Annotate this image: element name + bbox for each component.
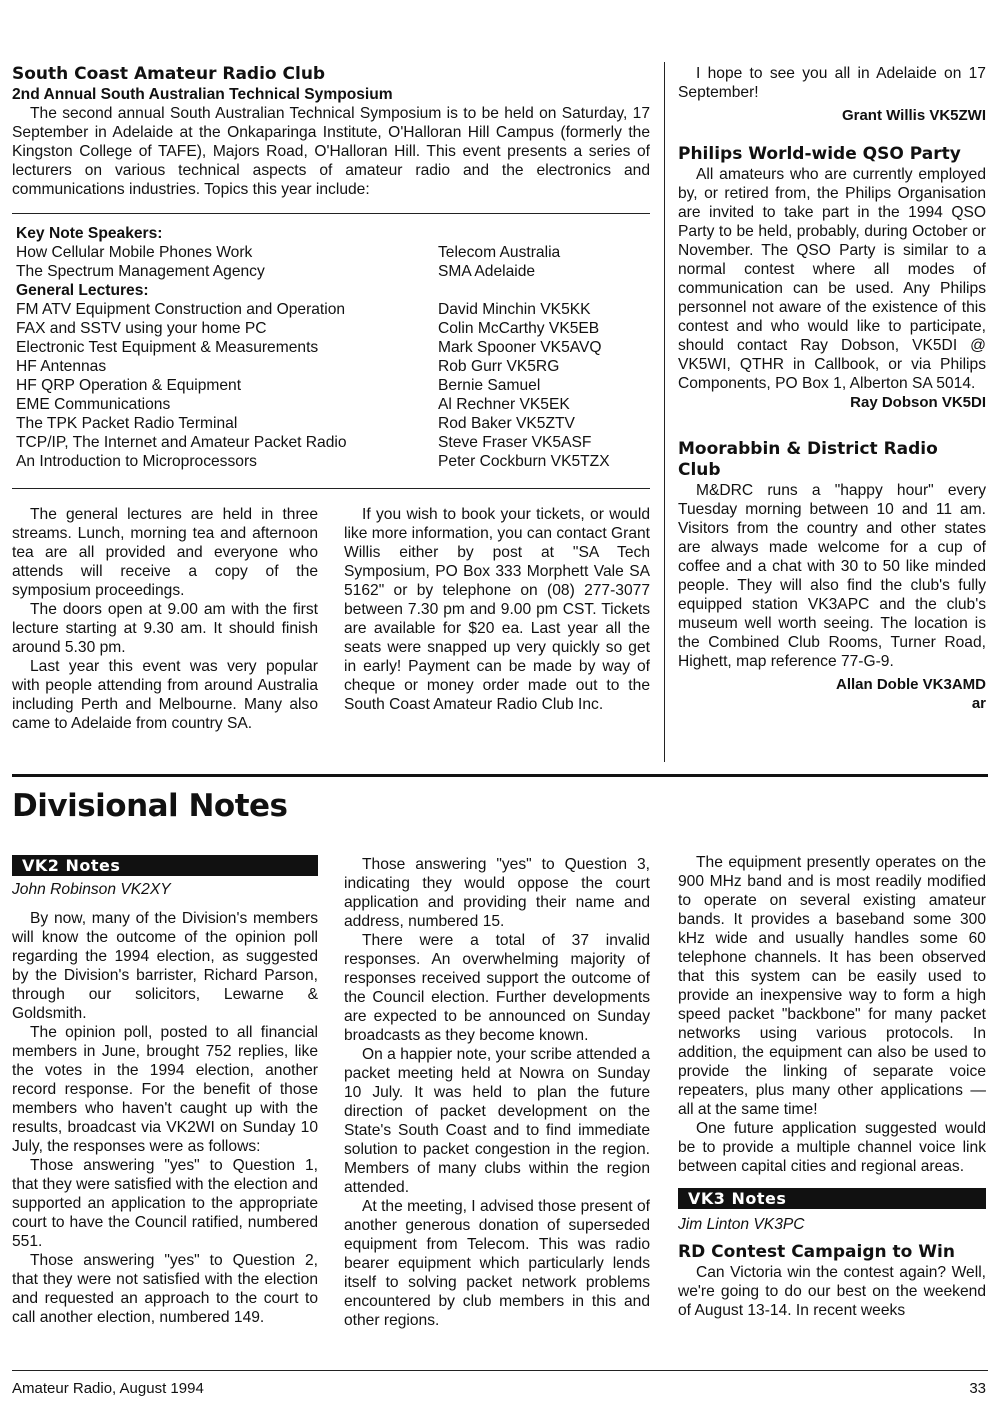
lecture-table [16,224,650,471]
table-row [16,357,650,376]
col1-para: Last year this event was very popular with people attending from around Australia including Perth and Melbourne. Many also came to Adelaide from country SA. [12,658,318,732]
author-byline: Jim Linton VK3PC [678,1216,805,1233]
lecture-speaker: Colin McCarthy VK5EB [438,320,600,337]
lecture-topic: EME Communications [16,396,171,413]
table-row [16,376,650,395]
lecture-topic: An Introduction to Microprocessors [16,453,257,470]
lecture-topic: FM ATV Equipment Construction and Operation [16,301,346,318]
table-row [16,262,650,281]
article-title: South Coast Amateur Radio Club [12,64,326,84]
lecture-topic: TCP/IP, The Internet and Amateur Packet Radio [16,434,347,451]
col1-para: The general lectures are held in three streams. Lunch, morning tea and afternoon tea are all provided and everyone who attends will receive a copy of the symposium proceedings. [12,506,318,599]
signature: Grant Willis VK5ZWI [841,107,986,124]
table-row [16,300,650,319]
rd-contest-title: RD Contest Campaign to Win [678,1242,955,1262]
club-article [12,64,650,199]
col1-para: The doors open at 9.00 am with the first lecture starting at 9.30 am. It should finish around 5.30 pm. [12,601,318,656]
lecture-topic: The TPK Packet Radio Terminal [16,415,238,432]
club-col-1 [12,505,318,733]
lecture-topic: FAX and SSTV using your home PC [16,320,267,337]
lecture-speaker: Rob Gurr VK5RG [438,358,560,375]
lecture-speaker: Telecom Australia [438,244,561,261]
section-rule [12,774,988,777]
vk2-para: The opinion poll, posted to all financial members in June, brought 752 replies, like the votes in the 1994 election, another record response. For the benefit of those members who haven't caught up with the results, broadcast via VK2WI on Sunday 10 July, the responses were as follows: [12,1024,318,1155]
article-intro: The second annual South Australian Technical Symposium is to be held on Saturday, 17 September in Adelaide at the Onkaparinga Institute, O'Halloran Hill Campus (formerly the Kingston College of TAFE), Majors Road, O'Halloran Hill. This event presents a series of lecturers on various technical aspects of amateur radio and the electronics and communications industries. Topics this year include: [12,105,650,198]
moorabbin-title: Moorabbin & District Radio Club [678,439,938,480]
table-bottom-rule [12,488,650,489]
vk2-para: The equipment presently operates on the 900 MHz band and is most readily modified to operate on several existing amateur bands. It provides a baseband some 300 kHz wide and usually handles some 60 telephone channels. It has been observed that this system can be easily used to provide an inexpensive way to form a high speed packet "backbone" for many packet networks using various protocols. In addition, the equipment can also be used to provide the linking of separate voice repeaters, plus many other applications — all at the same time! [678,854,986,1118]
right-column [678,64,986,713]
lecture-speaker: Steve Fraser VK5ASF [438,434,592,451]
vk2-para: On a happier note, your scribe attended a packet meeting held at Nowra on Sunday 10 July. It was held to plan the future direction of packet development on the State's South Coast and to find immediate solution to packet congestion in the region. Members of many clubs within the region attended. [344,1046,650,1196]
vk2-para: By now, many of the Division's members will know the outcome of the opinion poll regarding the 1994 election, as suggested by the Division's barrister, Richard Parson, through our solicitors, Lewarne & Goldsmith. [12,910,318,1022]
table-top-rule [12,213,650,214]
vk2-col-2 [344,855,650,1330]
philips-title: Philips World-wide QSO Party [678,144,961,164]
article-subtitle: 2nd Annual South Australian Technical Symposium [12,86,393,103]
lecture-speaker: Peter Cockburn VK5TZX [438,453,610,470]
vk2-para: Those answering "yes" to Question 2, that they were not satisfied with the election and requested an approach to the court to call another election, numbered 149. [12,1252,318,1326]
vk2-para: Those answering "yes" to Question 1, that they were satisfied with the election and supported an application to the appropriate court to have the Council ratified, numbered 551. [12,1157,318,1250]
table-row [16,414,650,433]
moorabbin-body: M&DRC runs a "happy hour" every Tuesday morning between 10 and 11 am. Visitors from the country and other states are always made welcome for a cup of coffee and a chat with 30 to 50 like minded people. They will also find the club's fully equipped station VK3APC and the club's museum well worth seeing. The location is the Combined Club Rooms, Turner Road, Highett, map reference 77-G-9. [678,482,986,670]
author-byline: John Robinson VK2XY [12,881,171,898]
publication-name: Amateur Radio, August 1994 [12,1380,204,1397]
lecture-speaker: Al Rechner VK5EK [438,396,570,413]
vk2-para: One future application suggested would be to provide a multiple channel voice link between capital cities and regional areas. [678,1120,986,1175]
vk2-para: Those answering "yes" to Question 3, indicating they would oppose the court application and providing their name and address, numbered 15. [344,856,650,930]
lecture-speaker: Rod Baker VK5ZTV [438,415,575,432]
lecture-speaker: SMA Adelaide [438,263,536,280]
vk3-banner: VK3 Notes [678,1188,986,1209]
vk2-banner: VK2 Notes [12,855,318,876]
lecture-topic: HF QRP Operation & Equipment [16,377,242,394]
lecture-topic: The Spectrum Management Agency [16,263,265,280]
table-row [16,243,650,262]
vk2-para: There were a total of 37 invalid responses. An overwhelming majority of responses received support the outcome of the Council election. Further developments are expected to be announced on Sunday broadcasts as they become known. [344,932,650,1044]
lecture-speaker: Bernie Samuel [438,377,541,394]
keynote-label: Key Note Speakers: [16,225,163,242]
vk2-col-1 [12,855,318,1327]
vk2-col-3 [678,853,986,1320]
table-row [16,338,650,357]
column-divider [664,62,665,762]
philips-body: All amateurs who are currently employed by, or retired from, the Philips Organisation are invited to take part in the 1994 QSO Party to be held, probably, during October or November. The QSO Party is similar to a normal contest where all modes of communication can be used. Any Philips personnel not aware of the existence of this contest and who would like to participate, should contact Ray Dobson, VK5DI @ VK5WI, QTHR in Callbook, or via Philips Components, PO Box 1, Alberton SA 5014. [678,166,986,392]
continued-text: I hope to see you all in Adelaide on 17 September! [678,65,986,101]
lecture-topic: Electronic Test Equipment & Measurements [16,339,319,356]
lectures-label: General Lectures: [16,282,149,299]
lecture-speaker: Mark Spooner VK5AVQ [438,339,602,356]
lecture-topic: How Cellular Mobile Phones Work [16,244,253,261]
lecture-topic: HF Antennas [16,358,107,375]
page-number: 33 [969,1380,986,1397]
footer-rule [12,1370,988,1371]
signature: Allan Doble VK3AMD [835,676,986,693]
vk2-para: At the meeting, I advised those present of another generous donation of superseded equipment from Telecom. This was radio bearer equipment which particularly lends itself to solving packet network problems encountered by club members in this and other regions. [344,1198,650,1329]
rd-contest-body: Can Victoria win the contest again? Well, we're going to do our best on the weekend of August 13-14. In recent weeks [678,1264,986,1319]
lecture-speaker: David Minchin VK5KK [438,301,591,318]
club-col-2 [344,505,650,714]
table-row [16,452,650,471]
table-row [16,319,650,338]
table-row [16,395,650,414]
signature: Ray Dobson VK5DI [850,394,986,411]
table-row [16,433,650,452]
col2-para: If you wish to book your tickets, or would like more information, you can contact Grant Willis either by post at "SA Tech Symposium, PO Box 333 Morphett Vale SA 5162" or by telephone on (08) 277-3077 between 7.30 pm and 9.00 pm CST. Tickets are available for $20 ea. Last year all the seats were snapped up very quickly so get in early! Payment can be made by way of cheque or money order made out to the South Coast Amateur Radio Club Inc. [344,506,650,713]
section-title: Divisional Notes [12,788,288,824]
end-mark: ar [971,695,986,712]
